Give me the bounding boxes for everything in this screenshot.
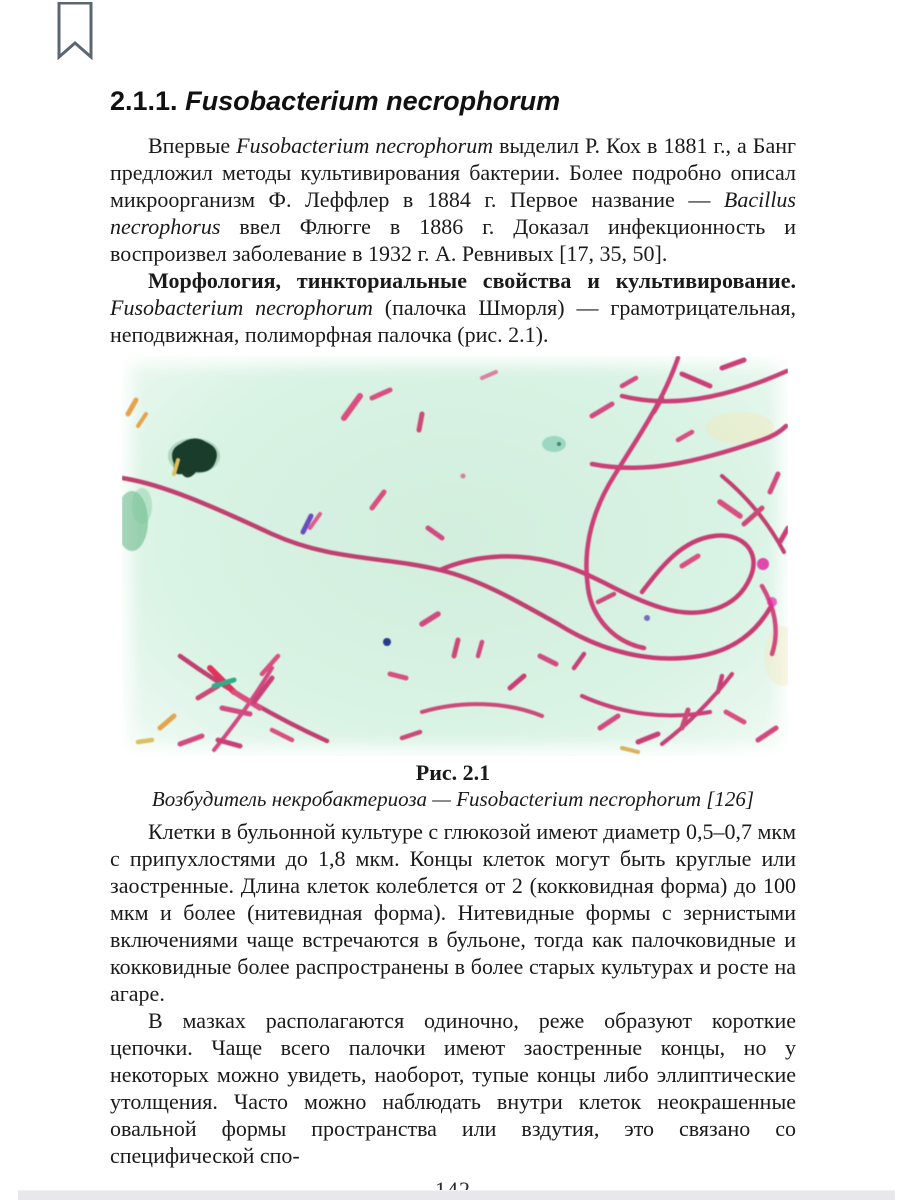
- micrograph-image: [122, 356, 788, 756]
- section-species-name: Fusobacterium necrophorum: [185, 86, 561, 116]
- micrograph-drawing: [122, 356, 788, 756]
- paragraph-history: Впервые Fusobacterium necrophorum выделил Р. Кох в 1881 г., а Банг предложил методы культивирования бактерии. Более подробно описал микроорганизм Ф. Леффлер в 1884 г. Первое название — Bacillus necrophorus ввел Флюгге в 1886 г. Доказал инфекционность и воспроизвел заболевание в 1932 г. А. Ревнивых [17, 35, 50].: [110, 133, 796, 266]
- paragraph-cells: Клетки в бульонной культуре с глюкозой имеют диаметр 0,5–0,7 мкм с припухлостями до 1,8 мкм. Концы клеток могут быть круглые или заостренные. Длина клеток колеблется от 2 (кокковидная форма) до 100 мкм и более (нитевидная форма). Нитевидные формы с зернистыми включениями чаще встречаются в бульоне, тогда как палочковидные и кокковидные более распространены в более старых культурах и росте на агаре.: [110, 819, 796, 1006]
- figure-caption: Возбудитель некробактериоза — Fusobacterium necrophorum [126]: [151, 787, 755, 811]
- figure-label: Рис. 2.1: [415, 760, 491, 785]
- paragraph-smears: В мазках располагаются одиночно, реже образуют короткие цепочки. Чаще всего палочки имеют заостренные концы, но у некоторых можно увидеть, наоборот, тупые концы либо эллиптические утолщения. Часто можно наблюдать внутри клеток неокрашенные овальной формы пространства или вздутия, это связано со специфической спо-: [110, 1008, 796, 1168]
- page-content: [110, 86, 796, 1203]
- bookmark-icon[interactable]: [56, 2, 94, 60]
- paragraph-morphology: Морфология, тинкториальные свойства и культивирование. Fusobacterium necrophorum (палочка Шморля) — грамотрицательная, неподвижная, полиморфная палочка (рис. 2.1).: [110, 268, 796, 347]
- section-number: 2.1.1.: [110, 86, 178, 116]
- page-title: [110, 86, 796, 116]
- horizontal-scrollbar-track[interactable]: [18, 1190, 895, 1200]
